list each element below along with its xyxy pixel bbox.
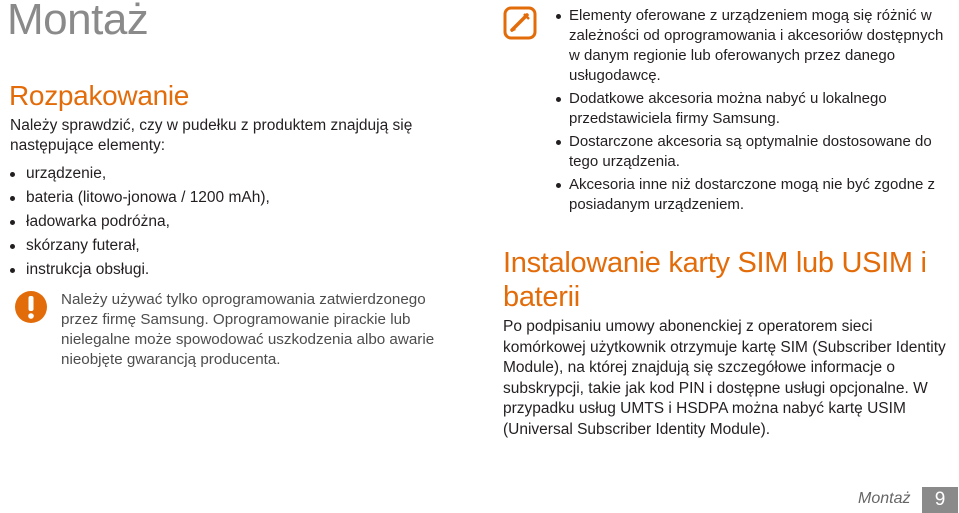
list-item-text: Akcesoria inne niż dostarczone mogą nie być zgodne z posiadanym urządzeniem. (569, 176, 936, 213)
footer-section-label: Montaż (858, 490, 911, 507)
unpacking-intro: Należy sprawdzić, czy w pudełku z produktem znajdują się następujące elementy: (10, 117, 413, 154)
list-item-text: ładowarka podróżna, (26, 213, 170, 230)
list-item (10, 236, 270, 256)
list-item (10, 164, 270, 184)
list-item (527, 132, 957, 172)
page-number: 9 (922, 487, 958, 513)
list-item (527, 175, 957, 215)
list-item-text: skórzany futerał, (26, 237, 140, 254)
list-item (10, 260, 270, 280)
list-item (10, 212, 270, 232)
sim-install-body: Po podpisaniu umowy abonenckiej z operatorem sieci komórkowej użytkownik otrzymuje kartę SIM (Subscriber Identity Module), na której znajdują się szczegółowe informacje o subskrypcji, takie jak kod PIN i dostępne usługi opcjonalne. W przypadku usług UMTS i HSDPA można nabyć kartę USIM (Universal Subscriber Identity Module). (503, 318, 946, 438)
list-item (10, 188, 270, 208)
list-item (527, 89, 957, 129)
list-item (527, 6, 957, 86)
software-warning: Należy używać tylko oprogramowania zatwierdzonego przez firmę Samsung. Oprogramowanie pirackie lub nielegalne może spowodować uszkodzenia albo awarie nieobjęte gwarancją producenta. (61, 291, 435, 368)
page-title: Montaż (7, 0, 149, 44)
list-item-text: Dodatkowe akcesoria można nabyć u lokalnego przedstawiciela firmy Samsung. (569, 90, 887, 127)
list-item-text: bateria (litowo-jonowa / 1200 mAh), (26, 189, 270, 206)
section-title-sim-install: Instalowanie karty SIM lub USIM i baterii (503, 247, 927, 313)
list-item-text: instrukcja obsługi. (26, 261, 150, 278)
exclamation-warning-icon (14, 290, 48, 324)
list-item-text: Elementy oferowane z urządzeniem mogą się różnić w zależności od oprogramowania i akcesoriów dostępnych w danym regionie lub oferowanych przez danego usługodawcę. (569, 7, 944, 84)
list-item-text: urządzenie, (26, 165, 107, 182)
section-title-unpacking: Rozpakowanie (9, 80, 190, 111)
accessories-notes-list (527, 6, 957, 218)
package-contents-list (10, 164, 270, 284)
list-item-text: Dostarczone akcesoria są optymalnie dostosowane do tego urządzenia. (569, 133, 932, 170)
